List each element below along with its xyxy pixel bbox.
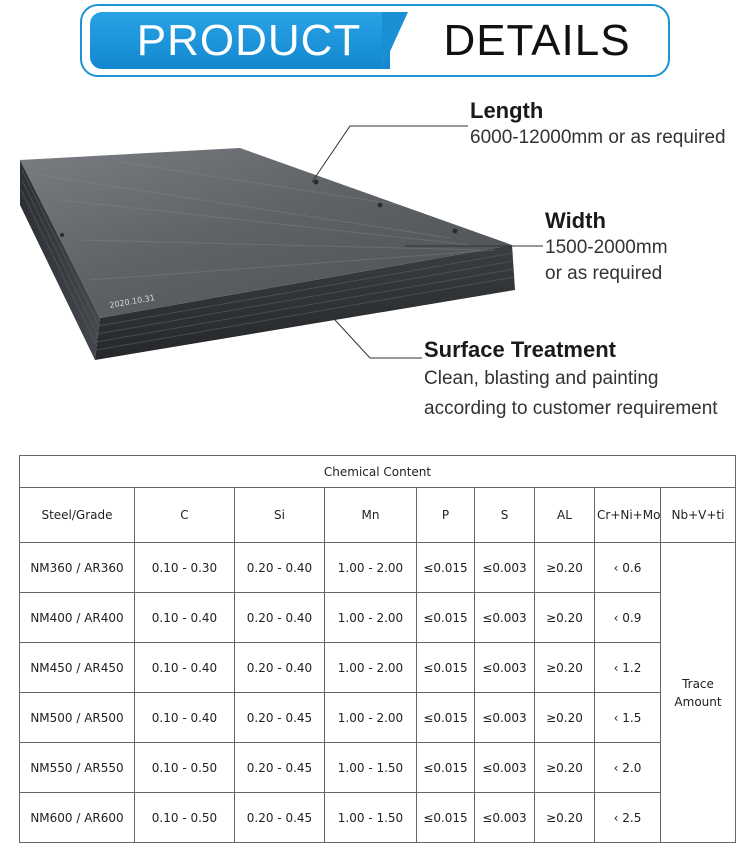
table-cell: 0.20 - 0.45	[235, 693, 325, 743]
table-cell: ≤0.003	[475, 743, 535, 793]
table-cell: 0.10 - 0.50	[135, 743, 235, 793]
surface-value-line1: Clean, blasting and painting	[424, 368, 659, 389]
table-cell: ‹ 1.2	[595, 643, 661, 693]
table-cell: ≤0.003	[475, 593, 535, 643]
table-cell: ≥0.20	[535, 743, 595, 793]
table-cell: ≤0.015	[417, 593, 475, 643]
table-cell: 1.00 - 2.00	[325, 693, 417, 743]
table-cell: 1.00 - 1.50	[325, 793, 417, 843]
surface-callout	[424, 336, 718, 424]
trace-line1: Trace	[682, 676, 714, 691]
length-leader-line	[312, 126, 468, 182]
table-cell: ≤0.003	[475, 693, 535, 743]
trace-line2: Amount	[674, 694, 722, 709]
width-value-line2: or as required	[545, 263, 663, 284]
table-cell: ≥0.20	[535, 543, 595, 593]
table-title: Chemical Content	[20, 456, 736, 488]
chemical-content-table	[19, 455, 736, 843]
width-value-line1: 1500-2000mm	[545, 237, 668, 258]
table-row	[20, 593, 736, 643]
table-cell: ≥0.20	[535, 793, 595, 843]
header-cell: P	[417, 488, 475, 543]
table-cell: 0.10 - 0.40	[135, 593, 235, 643]
table-cell: NM450 / AR450	[20, 643, 135, 693]
table-cell: ‹ 2.0	[595, 743, 661, 793]
table-cell: 0.10 - 0.40	[135, 693, 235, 743]
header-cell: Steel/Grade	[20, 488, 135, 543]
plate-marking: 2020.10.31	[108, 293, 156, 310]
banner-details-label: DETAILS	[443, 16, 631, 65]
length-heading: Length	[470, 98, 544, 123]
header-cell: Nb+V+ti	[661, 488, 736, 543]
table-cell: 0.20 - 0.40	[235, 593, 325, 643]
table-cell: ≤0.015	[417, 793, 475, 843]
table-cell: ‹ 0.9	[595, 593, 661, 643]
table-cell: NM550 / AR550	[20, 743, 135, 793]
table-cell: NM600 / AR600	[20, 793, 135, 843]
table-row	[20, 543, 736, 593]
table-cell: ‹ 1.5	[595, 693, 661, 743]
header-cell: Si	[235, 488, 325, 543]
table-cell: 1.00 - 2.00	[325, 543, 417, 593]
table-cell: 0.10 - 0.40	[135, 643, 235, 693]
table-header-row	[20, 488, 736, 543]
header-cell: Mn	[325, 488, 417, 543]
header-cell: Cr+Ni+Mo	[595, 488, 661, 543]
table-row	[20, 693, 736, 743]
table-title-row	[20, 456, 736, 488]
table-cell: 1.00 - 1.50	[325, 743, 417, 793]
table-cell: 0.20 - 0.45	[235, 743, 325, 793]
table-cell: 0.20 - 0.40	[235, 543, 325, 593]
table-cell: ≥0.20	[535, 593, 595, 643]
table-cell: 0.10 - 0.30	[135, 543, 235, 593]
table-cell: 0.10 - 0.50	[135, 793, 235, 843]
table-cell: 0.20 - 0.45	[235, 793, 325, 843]
table-cell: ≤0.015	[417, 643, 475, 693]
table-cell: ≤0.015	[417, 693, 475, 743]
table-cell: ‹ 2.5	[595, 793, 661, 843]
table-cell: ≤0.003	[475, 643, 535, 693]
table-cell: 1.00 - 2.00	[325, 593, 417, 643]
table-cell: NM360 / AR360	[20, 543, 135, 593]
table-cell: ≥0.20	[535, 693, 595, 743]
surface-value-line2: according to customer requirement	[424, 398, 718, 419]
table-cell: ‹ 0.6	[595, 543, 661, 593]
header-cell: AL	[535, 488, 595, 543]
table-cell: ≤0.003	[475, 543, 535, 593]
table-row	[20, 793, 736, 843]
product-details-banner	[80, 4, 670, 77]
surface-heading: Surface Treatment	[424, 337, 616, 362]
length-callout	[470, 97, 726, 151]
table-cell: ≤0.015	[417, 543, 475, 593]
trace-amount-cell	[661, 543, 736, 843]
header-cell: S	[475, 488, 535, 543]
table-cell: ≥0.20	[535, 643, 595, 693]
width-callout	[545, 207, 668, 287]
surface-leader-line	[335, 320, 422, 358]
table-cell: ≤0.003	[475, 793, 535, 843]
width-heading: Width	[545, 208, 606, 233]
table-cell: 0.20 - 0.40	[235, 643, 325, 693]
length-value: 6000-12000mm or as required	[470, 127, 726, 148]
table-cell: NM400 / AR400	[20, 593, 135, 643]
table-cell: NM500 / AR500	[20, 693, 135, 743]
header-cell: C	[135, 488, 235, 543]
table-cell: 1.00 - 2.00	[325, 643, 417, 693]
table-cell: ≤0.015	[417, 743, 475, 793]
table-row	[20, 743, 736, 793]
banner-product-label: PRODUCT	[136, 16, 362, 65]
table-row	[20, 643, 736, 693]
